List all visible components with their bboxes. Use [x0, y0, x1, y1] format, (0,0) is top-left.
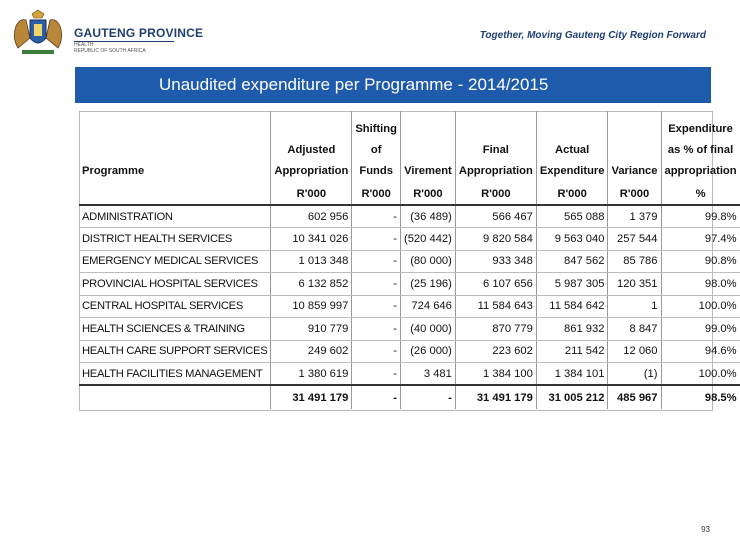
- table-total-row: [79, 385, 740, 409]
- table-cell: 8 847: [608, 318, 661, 340]
- table-cell: -: [352, 295, 401, 317]
- country-name: REPUBLIC OF SOUTH AFRICA: [74, 48, 146, 54]
- table-cell: (80 000): [400, 250, 455, 272]
- table-cell: 1 379: [608, 205, 661, 228]
- total-cell: 31 491 179: [271, 385, 352, 409]
- table-units-row: [79, 184, 740, 204]
- col-header-percent: Expenditure as % of final appropriation: [664, 123, 737, 178]
- page-number: 93: [701, 525, 710, 534]
- unit-cell: R'000: [608, 184, 661, 204]
- table-cell: 90.8%: [661, 250, 740, 272]
- table-cell: 1 380 619: [271, 362, 352, 385]
- programme-cell: CENTRAL HOSPITAL SERVICES: [79, 295, 271, 317]
- programme-cell: HEALTH FACILITIES MANAGEMENT: [79, 362, 271, 385]
- table-cell: 12 060: [608, 340, 661, 362]
- table-cell: (40 000): [400, 318, 455, 340]
- table-cell: 100.0%: [661, 295, 740, 317]
- table-row: [79, 318, 740, 340]
- table-cell: 861 932: [536, 318, 608, 340]
- table-cell: 566 467: [455, 205, 536, 228]
- table-cell: 98.0%: [661, 273, 740, 295]
- department-label: [74, 42, 146, 54]
- programme-cell: PROVINCIAL HOSPITAL SERVICES: [79, 273, 271, 295]
- table-cell: 249 602: [271, 340, 352, 362]
- table-cell: 94.6%: [661, 340, 740, 362]
- table-cell: 11 584 642: [536, 295, 608, 317]
- table-header-row: [79, 111, 740, 184]
- unit-cell: R'000: [455, 184, 536, 204]
- col-header-shifting: Shifting of Funds: [352, 111, 401, 184]
- col-header-variance: Variance: [608, 111, 661, 184]
- province-name: GAUTENG PROVINCE: [74, 26, 204, 40]
- table-row: [79, 228, 740, 250]
- table-cell: 847 562: [536, 250, 608, 272]
- table-cell: 933 348: [455, 250, 536, 272]
- tagline: Together, Moving Gauteng City Region Forward: [479, 30, 706, 41]
- unit-cell: R'000: [271, 184, 352, 204]
- table-cell: -: [352, 273, 401, 295]
- table-cell: 97.4%: [661, 228, 740, 250]
- table-cell: 10 341 026: [271, 228, 352, 250]
- table-cell: 100.0%: [661, 362, 740, 385]
- table-cell: 1 013 348: [271, 250, 352, 272]
- table-cell: 9 820 584: [455, 228, 536, 250]
- programme-cell: HEALTH CARE SUPPORT SERVICES: [79, 340, 271, 362]
- coat-of-arms-logo: [8, 8, 68, 56]
- table-cell: 1 384 100: [455, 362, 536, 385]
- table-cell: -: [352, 205, 401, 228]
- table-row: [79, 205, 740, 228]
- total-cell: 31 491 179: [455, 385, 536, 409]
- unit-cell: [79, 184, 271, 204]
- table-row: [79, 340, 740, 362]
- table-cell: -: [352, 318, 401, 340]
- table-cell: (1): [608, 362, 661, 385]
- table-row: [79, 295, 740, 317]
- table-cell: 565 088: [536, 205, 608, 228]
- table-cell: 85 786: [608, 250, 661, 272]
- total-cell: -: [400, 385, 455, 409]
- department-name: HEALTH: [74, 42, 94, 48]
- title-banner: [75, 67, 711, 103]
- table-cell: 1: [608, 295, 661, 317]
- table-cell: 257 544: [608, 228, 661, 250]
- col-header-actual: Actual Expenditure: [536, 111, 608, 184]
- col-header-programme: Programme: [79, 111, 271, 184]
- programme-cell: HEALTH SCIENCES & TRAINING: [79, 318, 271, 340]
- table-cell: 1 384 101: [536, 362, 608, 385]
- slide-title: Unaudited expenditure per Programme - 2014/2015: [159, 75, 549, 94]
- total-label-cell: [79, 385, 271, 409]
- expenditure-table: [79, 111, 740, 409]
- table-cell: 724 646: [400, 295, 455, 317]
- slide-header: [0, 0, 720, 62]
- table-cell: 870 779: [455, 318, 536, 340]
- programme-cell: EMERGENCY MEDICAL SERVICES: [79, 250, 271, 272]
- table-cell: 6 132 852: [271, 273, 352, 295]
- table-row: [79, 250, 740, 272]
- table-cell: 9 563 040: [536, 228, 608, 250]
- col-header-virement: Virement: [400, 111, 455, 184]
- col-header-adjusted: Adjusted Appropriation: [271, 111, 352, 184]
- table-cell: -: [352, 228, 401, 250]
- total-cell: 485 967: [608, 385, 661, 409]
- unit-cell: %: [661, 184, 740, 204]
- unit-cell: R'000: [400, 184, 455, 204]
- table-row: [79, 273, 740, 295]
- table-cell: 602 956: [271, 205, 352, 228]
- table-cell: 6 107 656: [455, 273, 536, 295]
- table-cell: (25 196): [400, 273, 455, 295]
- table-cell: -: [352, 250, 401, 272]
- programme-cell: DISTRICT HEALTH SERVICES: [79, 228, 271, 250]
- table-cell: 99.0%: [661, 318, 740, 340]
- table-cell: 223 602: [455, 340, 536, 362]
- unit-cell: R'000: [352, 184, 401, 204]
- total-cell: 98.5%: [661, 385, 740, 409]
- table-cell: 10 859 997: [271, 295, 352, 317]
- col-header-final: Final Appropriation: [455, 111, 536, 184]
- programme-cell: ADMINISTRATION: [79, 205, 271, 228]
- table-cell: 120 351: [608, 273, 661, 295]
- table-cell: (520 442): [400, 228, 455, 250]
- table-cell: 211 542: [536, 340, 608, 362]
- total-cell: 31 005 212: [536, 385, 608, 409]
- table-cell: -: [352, 340, 401, 362]
- total-cell: -: [352, 385, 401, 409]
- unit-cell: R'000: [536, 184, 608, 204]
- table-cell: 910 779: [271, 318, 352, 340]
- table-cell: 11 584 643: [455, 295, 536, 317]
- table-cell: 5 987 305: [536, 273, 608, 295]
- table-cell: (36 489): [400, 205, 455, 228]
- table-cell: -: [352, 362, 401, 385]
- table-cell: 3 481: [400, 362, 455, 385]
- table-cell: (26 000): [400, 340, 455, 362]
- table-row: [79, 362, 740, 385]
- table-cell: 99.8%: [661, 205, 740, 228]
